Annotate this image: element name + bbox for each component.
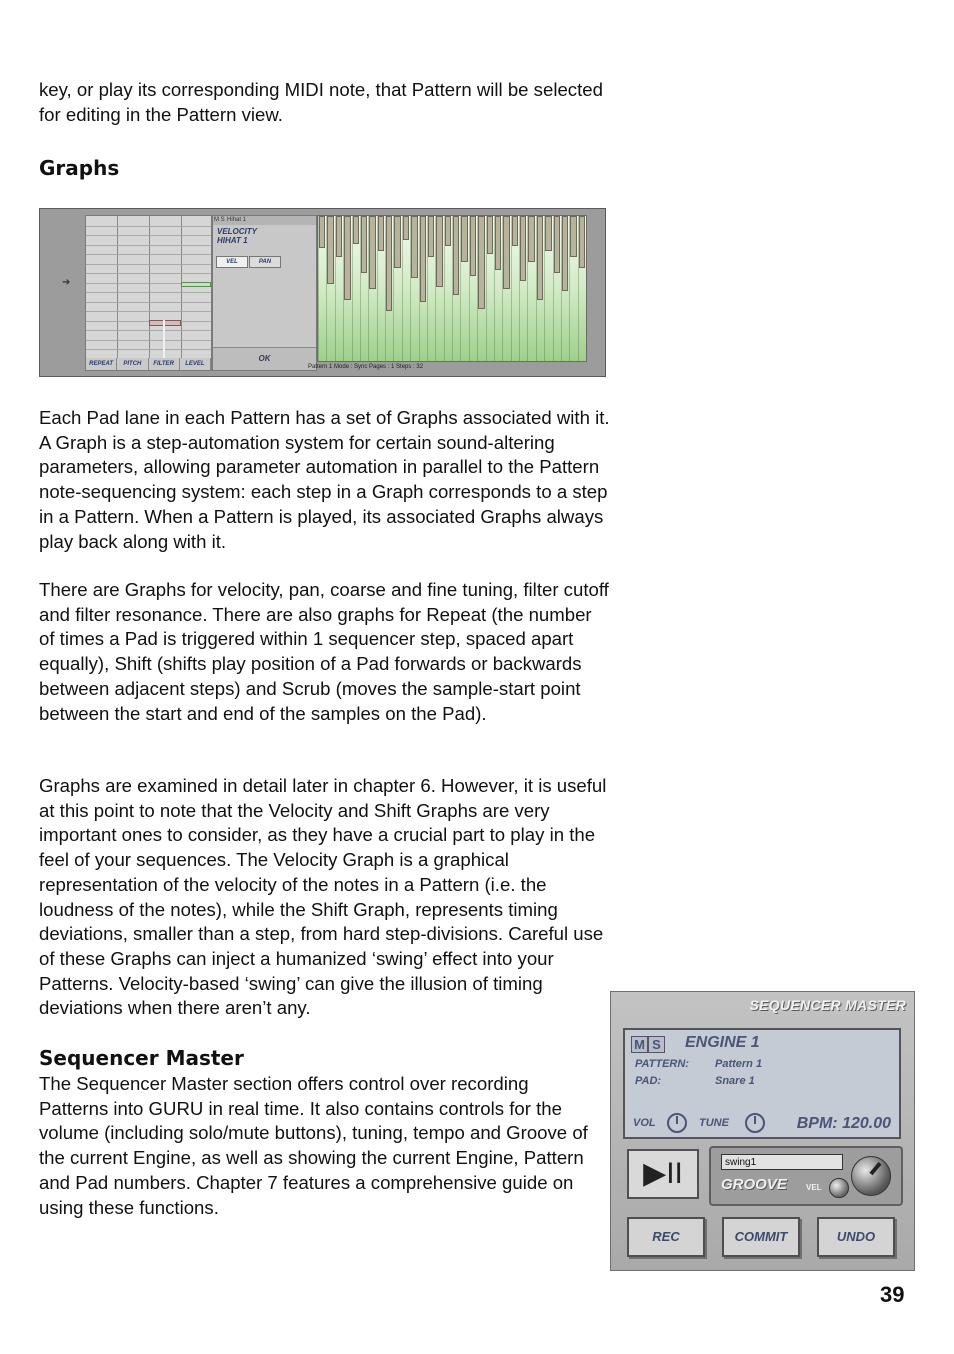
lane-tab-level[interactable]: LEVEL: [180, 358, 211, 370]
tune-knob-icon[interactable]: [745, 1113, 765, 1133]
lane-grid-line: [86, 340, 211, 341]
lane-grid-line: [86, 254, 211, 255]
velocity-step-bar[interactable]: [353, 216, 359, 244]
velocity-step-bar[interactable]: [503, 216, 509, 289]
undo-button[interactable]: UNDO: [817, 1217, 895, 1257]
intro-paragraph: key, or play its corresponding MIDI note, that Pattern will be selected for editing in the Pattern view.: [39, 79, 603, 125]
velocity-step-bar[interactable]: [528, 216, 534, 262]
velocity-step-bar[interactable]: [344, 216, 350, 300]
tab-pan[interactable]: PAN: [249, 256, 281, 268]
tab-vel[interactable]: VEL: [216, 256, 248, 268]
velocity-step-bar[interactable]: [394, 216, 400, 268]
lane-tab-repeat[interactable]: REPEAT: [86, 358, 117, 370]
pattern-label: PATTERN:: [635, 1058, 689, 1070]
velocity-step-bar[interactable]: [319, 216, 325, 248]
sequencer-master-paragraph: The Sequencer Master section offers control over recording Patterns into GURU in real time. It also contains controls for the volume (including solo/mute buttons), tuning, tempo and Groove of the current Engine, as well as showing the current Engine, Pattern and Pad numbers. Chapter 7 features a comprehensive guide on using these functions.: [39, 1073, 588, 1218]
mute-button[interactable]: M: [631, 1036, 648, 1053]
lane-tab-pitch[interactable]: PITCH: [117, 358, 148, 370]
velocity-step-bar[interactable]: [520, 216, 526, 281]
sequencer-master-panel: [610, 991, 915, 1271]
velocity-graph[interactable]: [317, 215, 587, 362]
ms-label[interactable]: M S: [214, 217, 225, 223]
vol-label: VOL: [633, 1117, 656, 1129]
lane-grid-line: [86, 292, 211, 293]
bpm-display[interactable]: BPM: 120.00: [796, 1115, 891, 1132]
lane-tab-filter[interactable]: FILTER: [149, 358, 180, 370]
velocity-step-bar[interactable]: [445, 216, 451, 246]
solo-button[interactable]: S: [648, 1036, 665, 1053]
engine-display: [623, 1028, 901, 1139]
page-number: 39: [880, 1282, 905, 1307]
groove-label: GROOVE: [721, 1176, 787, 1193]
graph-lane-tabs: [86, 358, 211, 370]
graphs-heading: Graphs: [39, 156, 120, 180]
velocity-step-bar[interactable]: [579, 216, 585, 268]
lane-grid-line: [86, 349, 211, 350]
ok-button[interactable]: OK: [213, 347, 316, 370]
groove-vel-knob-icon[interactable]: [829, 1178, 849, 1198]
lane-grid-line: [86, 264, 211, 265]
velocity-step-bar[interactable]: [554, 216, 560, 273]
velocity-step-bar[interactable]: [495, 216, 501, 270]
lane-grid-line: [86, 311, 211, 312]
velocity-step-bar[interactable]: [336, 216, 342, 257]
pattern-value: Pattern 1: [715, 1058, 763, 1070]
velocity-step-bar[interactable]: [361, 216, 367, 273]
velocity-step-bar[interactable]: [470, 216, 476, 276]
velocity-step-bar[interactable]: [428, 216, 434, 257]
velocity-panel-title: VELOCITY HIHAT 1: [217, 227, 258, 245]
lane-grid-line: [86, 245, 211, 246]
velocity-step-bar[interactable]: [570, 216, 576, 257]
sequencer-master-title: SEQUENCER MASTER: [749, 997, 906, 1013]
commit-button[interactable]: COMMIT: [722, 1217, 800, 1257]
filter-slider[interactable]: [149, 320, 181, 326]
rec-button[interactable]: REC: [627, 1217, 705, 1257]
velocity-step-bar[interactable]: [537, 216, 543, 300]
sequencer-master-heading: Sequencer Master: [39, 1046, 244, 1070]
groove-vel-label: VEL: [806, 1183, 822, 1192]
lane-grid-line: [86, 226, 211, 227]
pad-header-strip: [213, 216, 316, 225]
velocity-step-bar[interactable]: [411, 216, 417, 278]
velocity-step-bar[interactable]: [369, 216, 375, 289]
groove-section: [709, 1146, 903, 1206]
velocity-step-bar[interactable]: [403, 216, 409, 240]
groove-preset-field[interactable]: swing1: [721, 1154, 843, 1170]
lane-grid-line: [86, 302, 211, 303]
lane-grid-line: [86, 273, 211, 274]
velocity-step-bar[interactable]: [420, 216, 426, 302]
pad-name: Hihat 1: [227, 217, 247, 223]
graph-type-panel: [212, 215, 317, 371]
volume-knob-icon[interactable]: [667, 1113, 687, 1133]
velocity-step-bar[interactable]: [453, 216, 459, 295]
velocity-step-bar[interactable]: [545, 216, 551, 251]
play-pause-button[interactable]: ▶II: [627, 1149, 699, 1199]
pad-label: PAD:: [635, 1075, 662, 1087]
velocity-step-bar[interactable]: [386, 216, 392, 311]
velocity-step-bar[interactable]: [327, 216, 333, 284]
engine-label: ENGINE 1: [685, 1034, 760, 1051]
tune-label: TUNE: [699, 1117, 729, 1129]
velocity-step-bar[interactable]: [461, 216, 467, 262]
graphs-paragraph-2: There are Graphs for velocity, pan, coarse and fine tuning, filter cutoff and filter resonance. There are also graphs for Repeat (the number of times a Pad is triggered within 1 sequencer step, spaced apart equally), Shift (shifts play position of a Pad forwards or backwards between adjacent steps) and Scrub (moves the sample-start point between the start and end of the samples on the Pad).: [39, 579, 609, 724]
pattern-status-bar: Pattern 1 Mode : Sync Pages : 1 Steps : 32: [308, 364, 424, 370]
velocity-step-bar[interactable]: [478, 216, 484, 309]
graphs-screenshot: [39, 208, 606, 377]
velocity-step-bar[interactable]: [512, 216, 518, 246]
velocity-step-bar[interactable]: [436, 216, 442, 287]
groove-amount-knob-icon[interactable]: [851, 1156, 891, 1196]
filter-marker: [163, 320, 165, 360]
velocity-step-bar[interactable]: [487, 216, 493, 254]
velocity-step-bar[interactable]: [378, 216, 384, 251]
pad-value: Snare 1: [715, 1075, 755, 1087]
graph-lane-panel: [85, 215, 212, 371]
arrow-right-icon: ➔: [62, 277, 71, 288]
level-slider[interactable]: [181, 282, 211, 287]
graphs-paragraph-1: Each Pad lane in each Pattern has a set of Graphs associated with it. A Graph is a step-automation system for certain sound-altering parameters, allowing parameter automation in parallel to the Pattern note-sequencing system: each step in a Graph corresponds to a step in a Pattern. When a Pattern is played, its associated Graphs always play back along with it.: [39, 407, 610, 552]
graphs-paragraph-3: Graphs are examined in detail later in chapter 6. However, it is useful at this point to note that the Velocity and Shift Graphs are very important ones to consider, as they have a crucial part to play in the feel of your sequences. The Velocity Graph is a graphical representation of the velocity of the notes in a Pattern (i.e. the loudness of the notes), while the Shift Graph, represents timing deviations, smaller than a step, from hard step-divisions. Careful use of these Graphs can inject a humanized ‘swing’ effect into your Patterns. Velocity-based ‘swing’ can give the illusion of timing deviations when there aren’t any.: [39, 775, 607, 1019]
lane-grid-line: [86, 330, 211, 331]
lane-grid-line: [86, 235, 211, 236]
velocity-step-bar[interactable]: [562, 216, 568, 291]
